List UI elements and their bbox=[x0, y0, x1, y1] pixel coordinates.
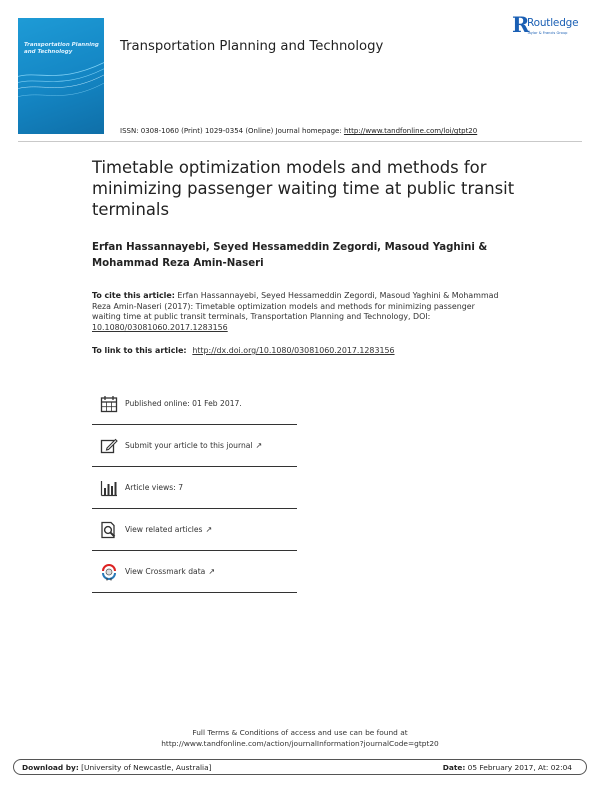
journal-cover-image bbox=[18, 18, 104, 134]
cover-title: Transportation Planning and Technology bbox=[24, 42, 99, 55]
bar-chart-icon bbox=[100, 479, 118, 497]
published-online-text: Published online: 01 Feb 2017. bbox=[125, 399, 242, 408]
edit-icon bbox=[100, 437, 118, 455]
routledge-r-icon: R bbox=[512, 12, 530, 37]
article-link-line bbox=[92, 346, 532, 355]
external-link-icon: ↗ bbox=[255, 441, 263, 450]
calendar-icon bbox=[100, 395, 118, 413]
journal-homepage-link[interactable]: http://www.tandfonline.com/loi/gtpt20 bbox=[343, 127, 478, 135]
cover-road-lines bbox=[18, 18, 104, 134]
article-link-label: To link to this article: bbox=[92, 346, 190, 355]
citation-label: To cite this article: bbox=[92, 291, 175, 300]
header-divider bbox=[18, 141, 582, 142]
terms-notice bbox=[0, 727, 600, 749]
article-authors: Erfan Hassannayebi, Seyed Hessameddin Zegordi, Masoud Yaghini & Mohammad Reza Amin-Naseri bbox=[92, 242, 488, 269]
publisher-logo bbox=[512, 14, 592, 46]
crossmark-link[interactable] bbox=[125, 567, 215, 576]
related-articles-row[interactable] bbox=[92, 509, 297, 551]
download-date-value: 05 February 2017, At: 02:04 bbox=[465, 763, 572, 772]
downloaded-by-value: [University of Newcastle, Australia] bbox=[78, 763, 212, 772]
article-views-text: Article views: 7 bbox=[125, 483, 184, 492]
related-articles-label: View related articles bbox=[125, 525, 203, 534]
submit-article-label: Submit your article to this journal bbox=[125, 441, 253, 450]
published-online-row bbox=[92, 383, 297, 425]
external-link-icon: ↗ bbox=[205, 525, 213, 534]
submit-article-link[interactable] bbox=[125, 441, 262, 450]
citation-text: Erfan Hassannayebi, Seyed Hessameddin Zegordi, Masoud Yaghini & Mohammad Reza Amin-Naseri (2017): Timetable optimization models and methods for minimizing passenger waiting time at public transit terminals, Transportation Planning and Technology, DOI: bbox=[92, 291, 499, 322]
external-link-icon: ↗ bbox=[208, 567, 216, 576]
article-doi-url[interactable]: http://dx.doi.org/10.1080/03081060.2017.1283156 bbox=[192, 346, 395, 355]
article-views-row bbox=[92, 467, 297, 509]
issn-text: ISSN: 0308-1060 (Print) 1029-0354 (Online) Journal homepage: bbox=[120, 127, 344, 135]
related-articles-link[interactable] bbox=[125, 525, 212, 534]
crossmark-label: View Crossmark data bbox=[125, 567, 206, 576]
terms-url[interactable]: http://www.tandfonline.com/action/journalInformation?journalCode=gtpt20 bbox=[161, 739, 439, 748]
journal-title: Transportation Planning and Technology bbox=[120, 39, 384, 54]
crossmark-row[interactable] bbox=[92, 551, 297, 593]
downloaded-by bbox=[22, 763, 212, 772]
download-date bbox=[443, 763, 572, 772]
publisher-subtitle: Taylor & Francis Group bbox=[527, 31, 568, 35]
article-title: Timetable optimization models and methods for minimizing passenger waiting time at public transit terminals bbox=[92, 158, 515, 219]
downloaded-by-label: Download by: bbox=[22, 763, 79, 772]
terms-line-1: Full Terms & Conditions of access and use can be found at bbox=[192, 728, 408, 737]
submit-article-row[interactable] bbox=[92, 425, 297, 467]
citation-doi-link[interactable]: 10.1080/03081060.2017.1283156 bbox=[92, 323, 228, 333]
publisher-name: Routledge bbox=[527, 17, 579, 29]
download-date-label: Date: bbox=[442, 763, 466, 772]
crossmark-icon bbox=[100, 563, 118, 581]
search-document-icon bbox=[100, 521, 118, 539]
download-info-bar bbox=[13, 759, 587, 775]
issn-line bbox=[120, 127, 477, 135]
citation-block bbox=[92, 291, 506, 334]
